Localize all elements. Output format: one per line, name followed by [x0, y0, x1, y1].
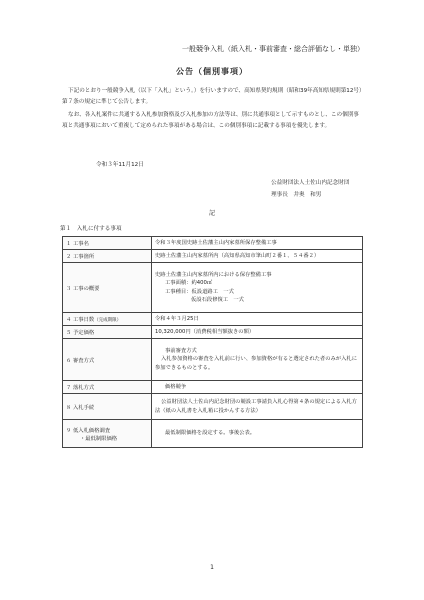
table-row — [63, 381, 363, 394]
intro-paragraph-2: なお、各入札案件に共通する入札参加資格及び入札参加の方法等は、別に共通事項として示すものとし、この個別事項と共通事項において重複して定められた事項がある場合は、この個別事項に記載する事項を優先します。 — [62, 112, 359, 129]
details-table — [62, 236, 363, 448]
row-value: 最低制限価格を設定する。事後公表。 — [152, 420, 363, 448]
table-row — [63, 394, 363, 420]
row-label: ７ 落札方式 — [63, 381, 152, 394]
notice-date: 令和３年11月12日 — [96, 162, 144, 168]
ki-heading: 記 — [208, 210, 215, 217]
row-value: 令和３年度国史跡土佐藩主山内家墓所保存整備工事 — [152, 237, 363, 250]
table-row — [63, 339, 363, 381]
row-label: ４ 工事日数（完成期限） — [63, 313, 152, 326]
row-label: ３ 工事の概要 — [63, 263, 152, 313]
row-label: １ 工事名 — [63, 237, 152, 250]
row-value: 10,320,000円（消費税相当額抜きの額） — [152, 326, 363, 339]
table-row — [63, 250, 363, 263]
row-value: 事前審査方式 入札参加資格の審査を入札前に行い、参加資格が有ると選定された者のみが入札に参加できるものとする。 — [152, 339, 363, 381]
row-value: 価格競争 — [152, 381, 363, 394]
organization-name: 公益財団法人土佐山内記念財団 — [271, 180, 350, 186]
notice-category-header: 一般競争入札（紙入札・事前審査・総合評価なし・単独） — [182, 45, 364, 53]
row-label: ６ 審査方式 — [63, 339, 152, 381]
intro-paragraph-1: 下記のとおり一般競争入札（以下「入札」という。）を行いますので、高知県契約規則（昭和39年高知県規則第12号）第７条の規定に準じて公告します。 — [62, 88, 362, 105]
row-value: 公益財団法人土佐山内記念財団の競設工事請負入札心得第４条の規定による入札方法（紙の入札書を入札箱に投かんする方法） — [152, 394, 363, 420]
section-heading: 第１ 入札に付する事項 — [60, 226, 122, 232]
organization-representative: 理事長 井奥 和男 — [271, 192, 322, 198]
row-label: ５ 予定価格 — [63, 326, 152, 339]
table-row — [63, 326, 363, 339]
table-row — [63, 237, 363, 250]
row-value: 史跡土佐藩主山内家墓所内における保存整備工事 工事面積：約400㎡ 工事種目：仮設道路工 一式 仮設石段修復工 一式 — [152, 263, 363, 313]
row-label: ２ 工事箇所 — [63, 250, 152, 263]
page-title: 公告（個別事項） — [176, 67, 248, 76]
table-row — [63, 420, 363, 448]
table-row — [63, 263, 363, 313]
page-number: 1 — [210, 564, 214, 571]
row-value: 史跡土佐藩主山内家墓所内（高知県高知市筆山町２番１、５４番２） — [152, 250, 363, 263]
row-label: ９ 低入札価格調査 ・最低制限価格 — [63, 420, 152, 448]
row-value: 令和４年３月25日 — [152, 313, 363, 326]
row-label: ８ 入札手続 — [63, 394, 152, 420]
table-row — [63, 313, 363, 326]
